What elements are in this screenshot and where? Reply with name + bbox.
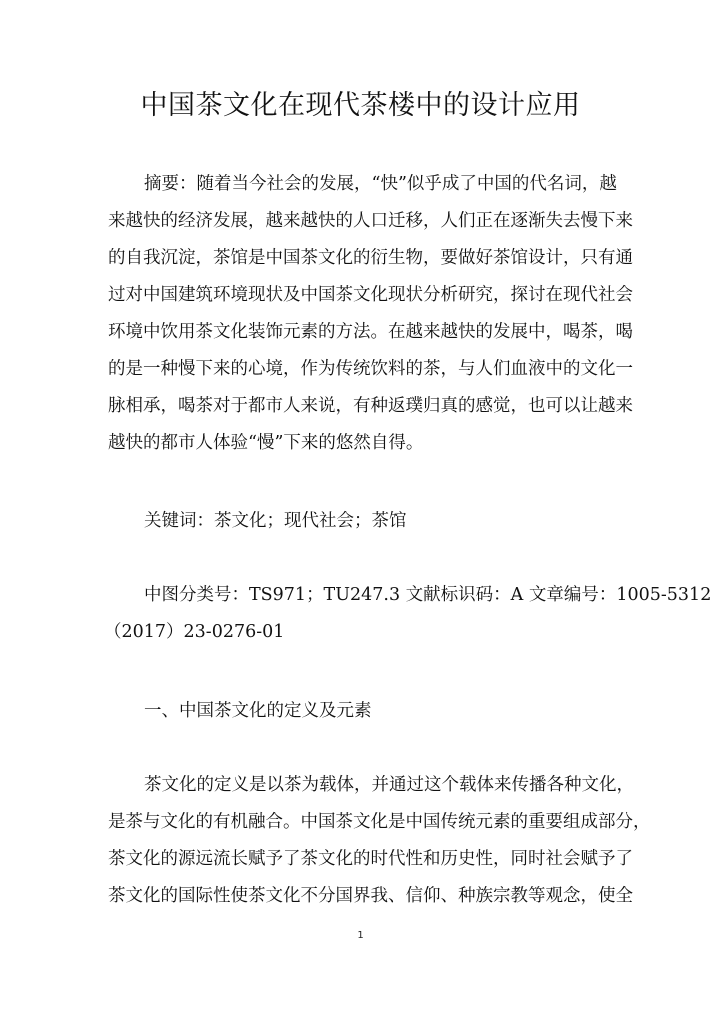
keywords-paragraph [108, 503, 613, 540]
classification-line: （2017）23-0276-01 [104, 622, 285, 642]
abstract-line: 脉相承，喝茶对于都市人来说，有种返璞归真的感觉，也可以让越来 [108, 396, 633, 416]
abstract-line: 的自我沉淀，茶馆是中国茶文化的衍生物，要做好茶馆设计，只有通 [108, 248, 633, 268]
abstract-line: 越快的都市人体验“慢”下来的悠然自得。 [108, 433, 424, 453]
abstract-line: 来越快的经济发展，越来越快的人口迁移，人们正在逐渐失去慢下来 [108, 211, 633, 231]
abstract-line: 过对中国建筑环境现状及中国茶文化现状分析研究，探讨在现代社会 [108, 285, 633, 305]
body-line: 茶文化的源远流长赋予了茶文化的时代性和历史性，同时社会赋予了 [108, 849, 633, 869]
classification-paragraph [104, 577, 712, 651]
body-line: 是茶与文化的有机融合。中国茶文化是中国传统元素的重要组成部分， [108, 812, 651, 832]
body-line: 茶文化的定义是以茶为载体，并通过这个载体来传播各种文化， [144, 775, 634, 795]
section-heading: 一、中国茶文化的定义及元素 [144, 701, 372, 721]
abstract-line: 环境中饮用茶文化装饰元素的方法。在越来越快的发展中，喝茶，喝 [108, 322, 633, 342]
body-paragraph [108, 767, 651, 915]
abstract-paragraph [108, 166, 633, 462]
classification-line: 中图分类号：TS971；TU247.3 文献标识码：A 文章编号：1005-5312 [144, 585, 712, 605]
body-line: 茶文化的国际性使茶文化不分国界我、信仰、种族宗教等观念，使全 [108, 886, 633, 906]
section-heading-paragraph [108, 693, 613, 730]
page-number: 1 [357, 930, 364, 941]
abstract-line: 摘要：随着当今社会的发展，“快”似乎成了中国的代名词，越 [144, 174, 617, 194]
document-title: 中国茶文化在现代茶楼中的设计应用 [140, 90, 581, 121]
keywords: 关键词：茶文化；现代社会；茶馆 [144, 511, 407, 531]
abstract-line: 的是一种慢下来的心境，作为传统饮料的茶，与人们血液中的文化一 [108, 359, 633, 379]
